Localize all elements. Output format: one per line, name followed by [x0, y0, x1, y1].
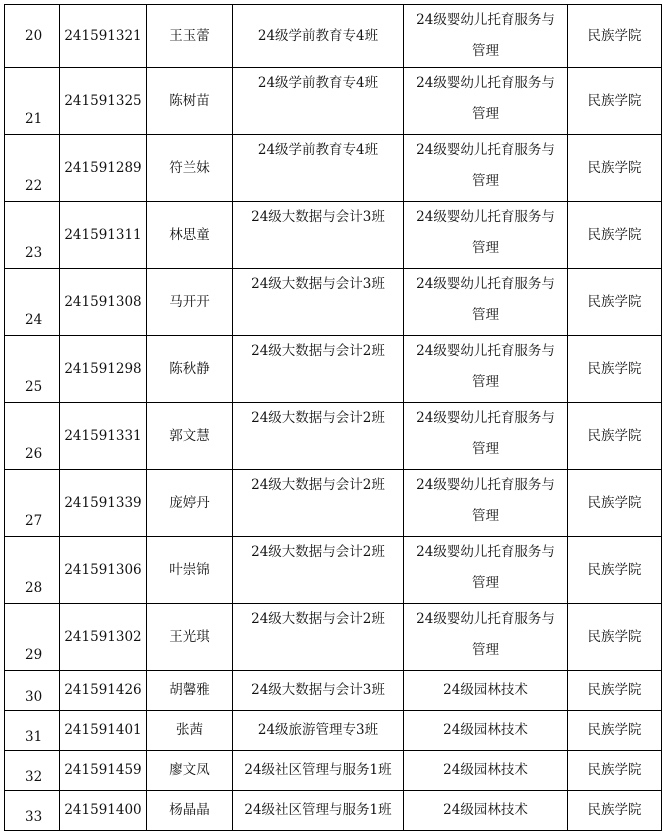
student-name-cell: 王光琪 — [147, 604, 233, 671]
student-id-cell: 241591298 — [60, 336, 147, 403]
major-line-2: 管理 — [472, 441, 499, 457]
college-cell: 民族学院 — [568, 470, 662, 537]
table-row — [5, 202, 662, 269]
college-cell: 民族学院 — [568, 269, 662, 336]
table-row — [5, 269, 662, 336]
row-number-cell: 30 — [5, 671, 60, 711]
row-number-cell: 26 — [5, 403, 60, 470]
class-cell: 24级学前教育专4班 — [233, 135, 404, 202]
class-cell: 24级社区管理与服务1班 — [233, 751, 404, 791]
student-id-cell: 241591325 — [60, 68, 147, 135]
student-name-cell: 庞婷丹 — [147, 470, 233, 537]
college-cell: 民族学院 — [568, 751, 662, 791]
class-cell: 24级学前教育专4班 — [233, 68, 404, 135]
student-id-cell: 241591426 — [60, 671, 147, 711]
major-cell — [404, 470, 568, 537]
table-row — [5, 68, 662, 135]
student-id-cell: 241591306 — [60, 537, 147, 604]
table-row — [5, 5, 662, 68]
student-id-cell: 241591321 — [60, 5, 147, 68]
student-id-cell: 241591401 — [60, 711, 147, 751]
college-cell: 民族学院 — [568, 671, 662, 711]
student-name-cell: 林思童 — [147, 202, 233, 269]
student-name-cell: 郭文慧 — [147, 403, 233, 470]
major-line-1: 24级婴幼儿托育服务与 — [416, 209, 555, 225]
major-cell — [404, 269, 568, 336]
table-row — [5, 751, 662, 791]
row-number-cell: 25 — [5, 336, 60, 403]
major-line-1: 24级婴幼儿托育服务与 — [416, 343, 555, 359]
college-cell: 民族学院 — [568, 791, 662, 831]
table-row — [5, 537, 662, 604]
student-id-cell: 241591331 — [60, 403, 147, 470]
class-cell: 24级旅游管理专3班 — [233, 711, 404, 751]
major-line-1: 24级婴幼儿托育服务与 — [416, 75, 555, 91]
college-cell: 民族学院 — [568, 202, 662, 269]
major-cell — [404, 68, 568, 135]
student-name-cell: 马开开 — [147, 269, 233, 336]
major-line-1: 24级婴幼儿托育服务与 — [416, 142, 555, 158]
major-line-1: 24级园林技术 — [443, 762, 528, 778]
major-cell — [404, 537, 568, 604]
student-name-cell: 陈秋静 — [147, 336, 233, 403]
major-line-1: 24级园林技术 — [443, 682, 528, 698]
class-cell: 24级大数据与会计2班 — [233, 604, 404, 671]
student-name-cell: 胡馨雅 — [147, 671, 233, 711]
major-line-2: 管理 — [472, 173, 499, 189]
table-row — [5, 135, 662, 202]
major-line-2: 管理 — [472, 307, 499, 323]
student-name-cell: 张茜 — [147, 711, 233, 751]
table-row — [5, 470, 662, 537]
student-name-cell: 陈树苗 — [147, 68, 233, 135]
college-cell: 民族学院 — [568, 537, 662, 604]
row-number-cell: 21 — [5, 68, 60, 135]
major-cell — [404, 336, 568, 403]
student-id-cell: 241591311 — [60, 202, 147, 269]
class-cell: 24级社区管理与服务1班 — [233, 791, 404, 831]
college-cell: 民族学院 — [568, 5, 662, 68]
row-number-cell: 33 — [5, 791, 60, 831]
student-name-cell: 符兰妹 — [147, 135, 233, 202]
college-cell: 民族学院 — [568, 135, 662, 202]
row-number-cell: 32 — [5, 751, 60, 791]
student-name-cell: 杨晶晶 — [147, 791, 233, 831]
row-number-cell: 23 — [5, 202, 60, 269]
major-line-2: 管理 — [472, 508, 499, 524]
major-line-2: 管理 — [472, 374, 499, 390]
major-cell — [404, 604, 568, 671]
table-row — [5, 336, 662, 403]
major-line-1: 24级园林技术 — [443, 722, 528, 738]
major-line-2: 管理 — [472, 240, 499, 256]
major-cell — [404, 202, 568, 269]
table-row — [5, 403, 662, 470]
major-cell — [404, 791, 568, 831]
major-cell — [404, 403, 568, 470]
class-cell: 24级大数据与会计2班 — [233, 336, 404, 403]
major-cell — [404, 671, 568, 711]
major-cell — [404, 135, 568, 202]
student-id-cell: 241591459 — [60, 751, 147, 791]
college-cell: 民族学院 — [568, 68, 662, 135]
major-cell — [404, 5, 568, 68]
student-roster-table — [4, 4, 662, 831]
major-line-2: 管理 — [472, 106, 499, 122]
major-cell — [404, 711, 568, 751]
row-number-cell: 31 — [5, 711, 60, 751]
table-row — [5, 671, 662, 711]
row-number-cell: 20 — [5, 5, 60, 68]
row-number-cell: 28 — [5, 537, 60, 604]
class-cell: 24级大数据与会计2班 — [233, 537, 404, 604]
major-line-2: 管理 — [472, 43, 499, 59]
student-id-cell: 241591308 — [60, 269, 147, 336]
student-id-cell: 241591400 — [60, 791, 147, 831]
student-id-cell: 241591289 — [60, 135, 147, 202]
major-cell — [404, 751, 568, 791]
major-line-1: 24级园林技术 — [443, 802, 528, 818]
major-line-1: 24级婴幼儿托育服务与 — [416, 410, 555, 426]
college-cell: 民族学院 — [568, 336, 662, 403]
row-number-cell: 29 — [5, 604, 60, 671]
class-cell: 24级大数据与会计2班 — [233, 470, 404, 537]
major-line-1: 24级婴幼儿托育服务与 — [416, 611, 555, 627]
table-row — [5, 711, 662, 751]
class-cell: 24级大数据与会计3班 — [233, 202, 404, 269]
major-line-1: 24级婴幼儿托育服务与 — [416, 544, 555, 560]
row-number-cell: 27 — [5, 470, 60, 537]
college-cell: 民族学院 — [568, 604, 662, 671]
major-line-1: 24级婴幼儿托育服务与 — [416, 276, 555, 292]
college-cell: 民族学院 — [568, 711, 662, 751]
student-name-cell: 廖文凤 — [147, 751, 233, 791]
class-cell: 24级大数据与会计2班 — [233, 403, 404, 470]
table-row — [5, 604, 662, 671]
class-cell: 24级大数据与会计3班 — [233, 671, 404, 711]
student-id-cell: 241591339 — [60, 470, 147, 537]
student-name-cell: 叶崇锦 — [147, 537, 233, 604]
major-line-1: 24级婴幼儿托育服务与 — [416, 12, 555, 28]
major-line-2: 管理 — [472, 575, 499, 591]
student-name-cell: 王玉蕾 — [147, 5, 233, 68]
college-cell: 民族学院 — [568, 403, 662, 470]
roster-body — [5, 5, 662, 831]
major-line-1: 24级婴幼儿托育服务与 — [416, 477, 555, 493]
table-row — [5, 791, 662, 831]
major-line-2: 管理 — [472, 642, 499, 658]
row-number-cell: 22 — [5, 135, 60, 202]
class-cell: 24级学前教育专4班 — [233, 5, 404, 68]
student-id-cell: 241591302 — [60, 604, 147, 671]
row-number-cell: 24 — [5, 269, 60, 336]
class-cell: 24级大数据与会计3班 — [233, 269, 404, 336]
